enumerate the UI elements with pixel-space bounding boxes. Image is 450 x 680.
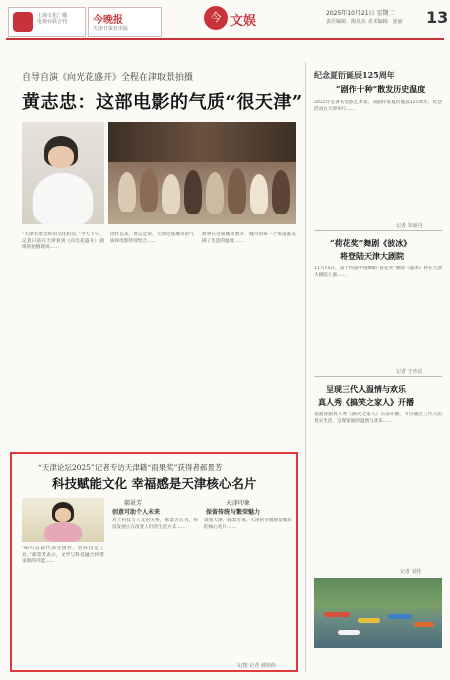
right-low-byline: 记者 刘佳: [400, 569, 422, 575]
main-story-body-col-1: “天津有着这样的文化积淀。”今天下午，记者日前在天津看到《向光花盛开》剧组的拍摄现场……: [22, 232, 104, 251]
highlight-byline: 文/图 记者 郝柏伟: [236, 663, 276, 669]
right-low-headline-1: 呈现三代人温情与欢乐: [326, 384, 406, 394]
main-story-body-col-3: 故事在这座城市展开，城市的每一个角落都充满了生活的温度……: [202, 232, 296, 244]
actor-portrait-photo: [22, 122, 104, 224]
partner-logo-line: 电视台联合刊: [37, 19, 68, 25]
main-story-headline: 黄志忠：这部电影的气质“很天津”: [22, 92, 303, 113]
section-divider: [314, 230, 442, 231]
right-mid-byline: 记者 王沙洁: [396, 369, 423, 375]
masthead: [6, 4, 449, 40]
highlight-subhead-2-title: 天津印象: [226, 500, 251, 507]
newspaper-name: 今晚报: [93, 15, 123, 26]
masthead-rule: [6, 38, 444, 40]
highlight-subhead-2: 保留传统与繁荣魅力: [206, 509, 261, 516]
highlight-kicker: “天津论坛2025”记者专访天津籍“雨果奖”获得者郝景芳: [38, 463, 223, 472]
right-mid-headline: 将登陆天津大剧院: [340, 251, 404, 261]
right-top-headline: “剧作十种”散发历史温度: [336, 84, 426, 94]
right-top-body: 2025年是著名电影艺术家、戏剧作家夏衍诞辰125周年，纪念活动在天津举行……: [314, 100, 442, 112]
right-low-body: 家庭喜剧真人秀《搞笑之家人》日前开播，节目通过三代人的真实生活，呈现家庭的温情与欢乐……: [314, 412, 442, 424]
issue-date: 2025年10月21日 星期二: [326, 10, 395, 17]
page-number: 13: [426, 8, 449, 27]
highlight-body-col-1: “AI可以取代部分创作，但科技是工具。”郝景芳表示，文学与科技融合将带来新的可能……: [22, 546, 104, 565]
right-top-kicker: 纪念夏衍诞辰125周年: [314, 70, 395, 80]
main-story-body-col-2: 创作以来，黄志忠说，天津这座城市的气质和电影特别契合……: [110, 232, 194, 244]
right-mid-body: 11月15日，第十四届中国舞蹈“荷花奖”舞剧《彼冰》将在天津大剧院上演……: [314, 266, 442, 278]
editor-credits: 责任编辑：陶昊东 美术编辑：张丽: [326, 19, 403, 25]
newspaper-logo: [88, 7, 162, 37]
highlight-body-col-2: 对于科技与人文的关系，郝景芳认为，科技发展正在改变人们的生活方式……: [112, 518, 198, 530]
newspaper-subtitle: 天津日报社出版: [93, 26, 129, 32]
column-divider: [305, 62, 306, 672]
tv-show-still-photo: [314, 578, 442, 648]
section-name: 文娱: [230, 14, 257, 29]
partner-logo-line: 上海文化广播: [37, 13, 68, 19]
highlight-body-col-3: 谈到天津，郝景芳说，天津的幸福感是城市的核心名片……: [204, 518, 292, 530]
highlight-subhead-1-title: 郝景芳: [124, 500, 143, 507]
section-divider: [314, 376, 442, 377]
right-low-headline-2: 真人秀《搞笑之家人》开播: [318, 397, 414, 407]
partner-seal-icon: [13, 12, 33, 32]
highlight-headline: 科技赋能文化 幸福感是天津核心名片: [52, 476, 257, 491]
author-portrait-photo: [22, 498, 104, 542]
film-event-photo: [108, 122, 296, 224]
highlight-subhead-1: 创意可助个人未来: [112, 509, 161, 516]
partner-logo: [8, 7, 86, 37]
right-top-byline: 记者 朱丽丹: [396, 223, 423, 229]
right-mid-kicker: “荷花奖”舞剧《彼冰》: [330, 238, 412, 248]
main-story-kicker: 自导自演《向光花盛开》全程在津取景拍摄: [22, 73, 194, 83]
section-logo-icon: 今: [204, 6, 228, 30]
